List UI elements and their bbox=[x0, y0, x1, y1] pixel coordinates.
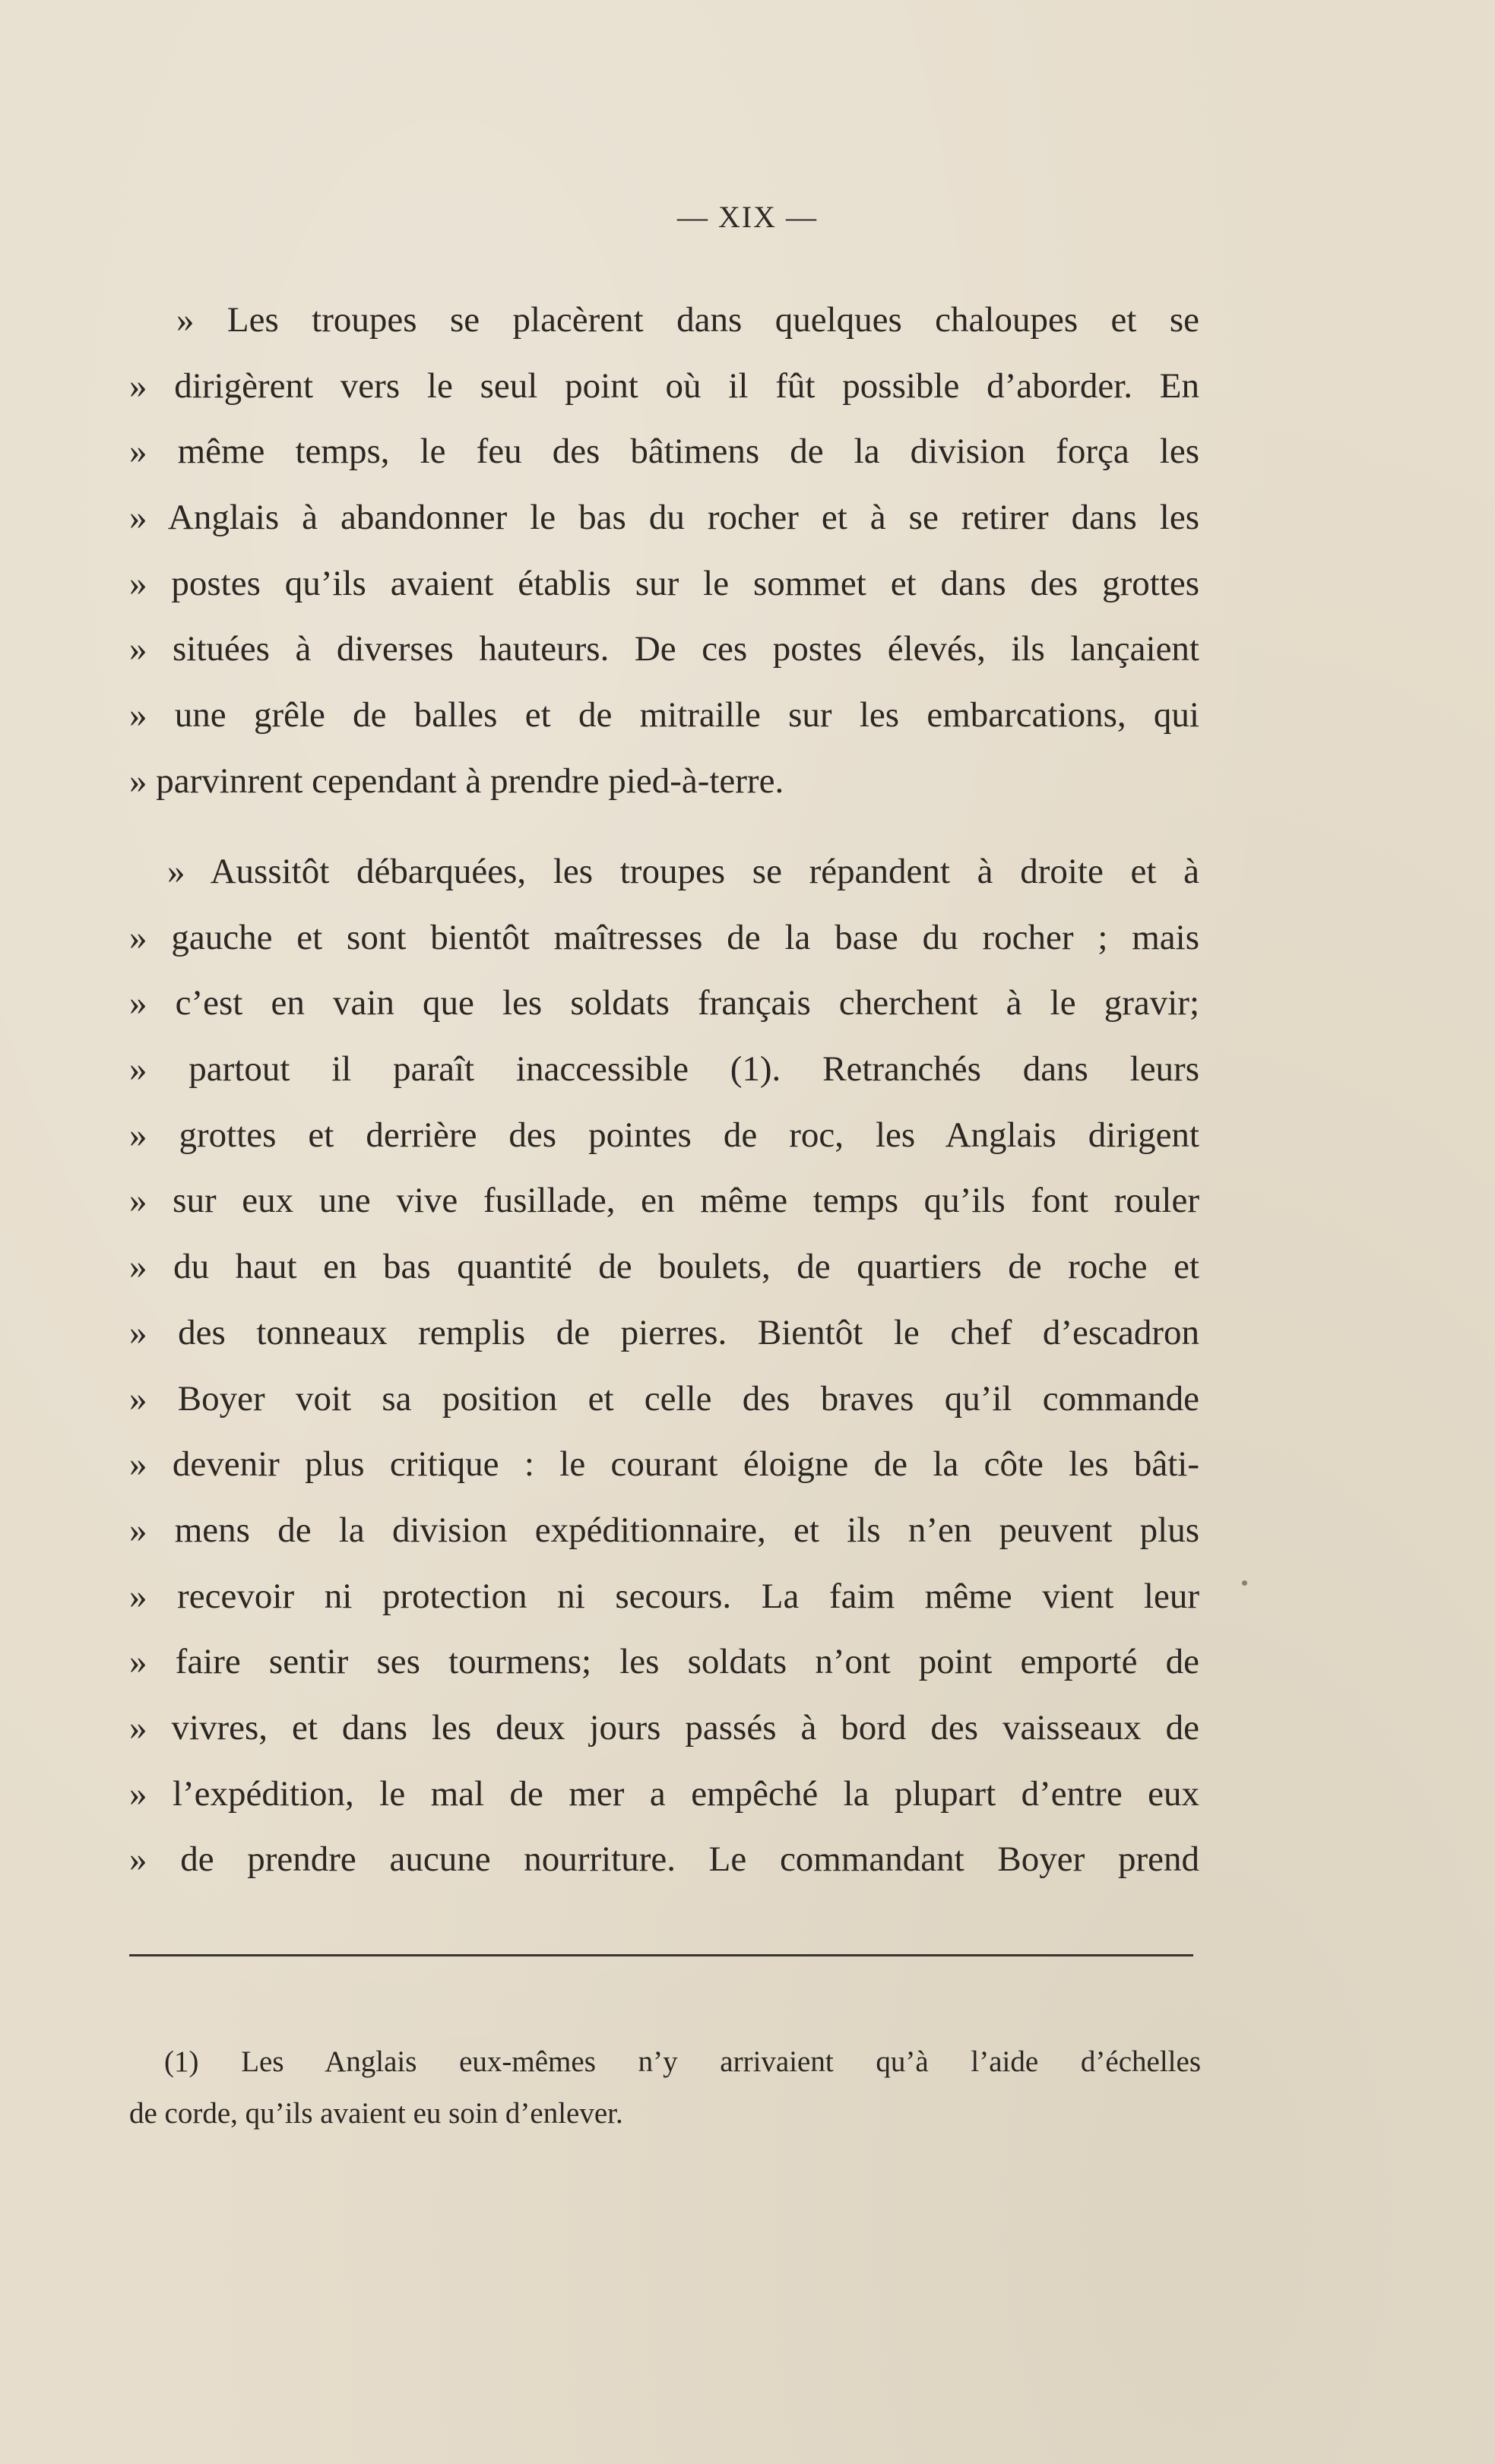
text-line: » une grêle de balles et de mitraille sur les embarcations, qui bbox=[129, 695, 1199, 735]
text-line: » Les troupes se placèrent dans quelques chaloupes et se bbox=[176, 300, 1199, 340]
text-line: » parvinrent cependant à prendre pied-à-terre. bbox=[129, 761, 784, 801]
text-line: » grottes et derrière des pointes de roc, les Anglais dirigent bbox=[129, 1115, 1199, 1155]
text-line: » l’expédition, le mal de mer a empêché la plupart d’entre eux bbox=[129, 1773, 1199, 1814]
text-line: » devenir plus critique : le courant éloigne de la côte les bâti- bbox=[129, 1444, 1199, 1485]
text-line: » vivres, et dans les deux jours passés à bord des vaisseaux de bbox=[129, 1707, 1199, 1748]
text-line: » mens de la division expéditionnaire, et ils n’en peuvent plus bbox=[129, 1510, 1199, 1550]
text-line: » situées à diverses hauteurs. De ces postes élevés, ils lançaient bbox=[129, 629, 1199, 669]
text-line: » c’est en vain que les soldats français cherchent à le gravir; bbox=[129, 983, 1199, 1023]
page-number-header: — XIX — bbox=[676, 200, 819, 234]
text-line: » faire sentir ses tourmens; les soldats n’ont point emporté de bbox=[129, 1642, 1199, 1682]
footnote-line: de corde, qu’ils avaient eu soin d’enlever. bbox=[129, 2097, 623, 2130]
text-line: » même temps, le feu des bâtimens de la division força les bbox=[129, 432, 1199, 472]
text-line: » de prendre aucune nourriture. Le commandant Boyer prend bbox=[129, 1839, 1199, 1880]
text-line: » Anglais à abandonner le bas du rocher et à se retirer dans les bbox=[129, 498, 1199, 538]
paragraph-1 bbox=[129, 287, 1199, 814]
text-line: » du haut en bas quantité de boulets, de quartiers de roche et bbox=[129, 1247, 1199, 1287]
text-line: » gauche et sont bientôt maîtresses de la base du rocher ; mais bbox=[129, 917, 1199, 957]
text-line: » dirigèrent vers le seul point où il fût possible d’aborder. En bbox=[129, 365, 1199, 406]
text-line: » Boyer voit sa position et celle des braves qu’il commande bbox=[129, 1378, 1199, 1419]
footnote-line: (1) Les Anglais eux-mêmes n’y arrivaient qu’à l’aide d’échelles bbox=[164, 2045, 1201, 2078]
text-line: » partout il paraît inaccessible (1). Retranchés dans leurs bbox=[129, 1049, 1199, 1090]
text-line: » des tonneaux remplis de pierres. Bientôt le chef d’escadron bbox=[129, 1312, 1199, 1352]
text-line: » postes qu’ils avaient établis sur le sommet et dans des grottes bbox=[129, 563, 1199, 603]
text-line: » Aussitôt débarquées, les troupes se répandent à droite et à bbox=[167, 852, 1199, 891]
footnote bbox=[129, 2036, 1201, 2140]
paragraph-2 bbox=[129, 839, 1199, 1893]
text-line: » recevoir ni protection ni secours. La faim même vient leur bbox=[129, 1576, 1199, 1616]
footnote-divider bbox=[129, 1954, 1193, 1956]
text-line: » sur eux une vive fusillade, en même temps qu’ils font rouler bbox=[129, 1181, 1199, 1221]
paper-speck bbox=[1242, 1580, 1247, 1586]
